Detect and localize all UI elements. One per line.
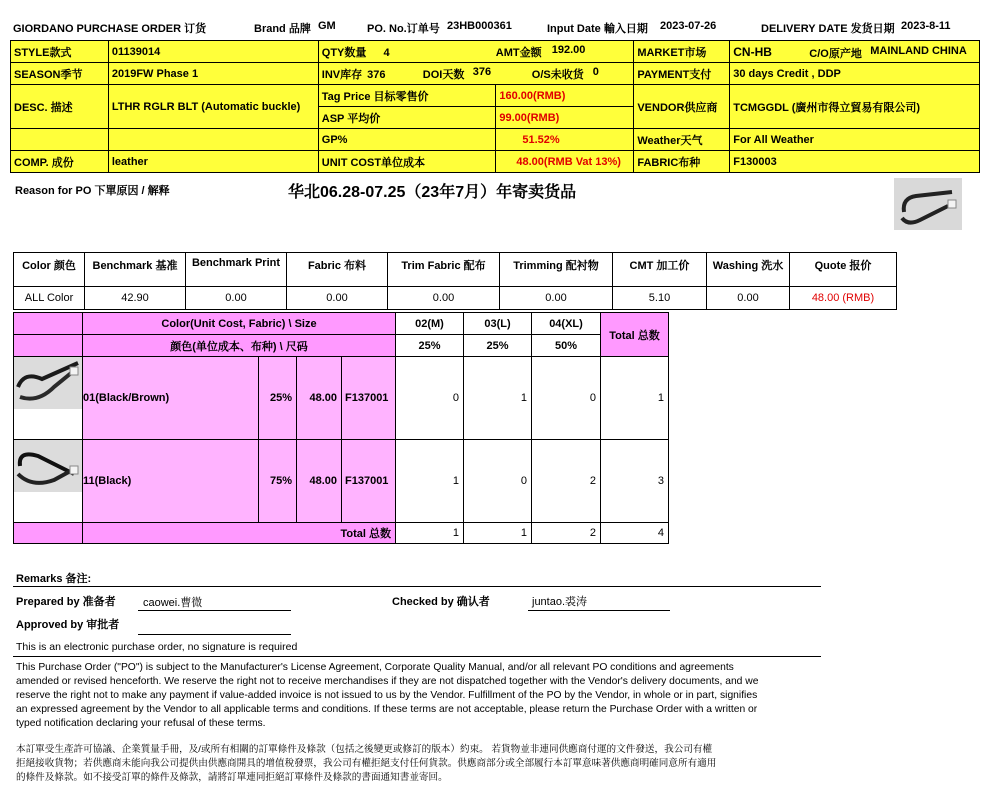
vendor-value: TCMGGDL (廣州市得立貿易有限公司): [730, 85, 980, 129]
qty-label: QTY数量: [321, 46, 367, 59]
po-title: GIORDANO PURCHASE ORDER 订货: [13, 23, 207, 35]
inv-cell: [318, 63, 634, 85]
table-row: [14, 440, 669, 523]
comp-value: leather: [108, 151, 318, 173]
size-header-en: Color(Unit Cost, Fabric) \ Size: [83, 313, 396, 335]
checked-signature-line: [528, 610, 670, 611]
payment-value: 30 days Credit , DDP: [730, 63, 980, 85]
amt-value: 192.00: [551, 43, 586, 56]
size-header-image-cell-2: [14, 335, 83, 357]
belt-product-image: [894, 178, 962, 230]
row-qty-l: 1: [464, 357, 532, 440]
terms-cn-line-2: 拒絕接收貨物；若供應商未能向我公司提供由供應商開具的增值稅發票，我公司有權拒絕支付任何貨款。供應商部分或全部履行本訂單意味著供應商明確同意所有適用: [16, 758, 717, 769]
size-quantity-table: [13, 312, 669, 544]
approved-signature-line: [138, 634, 291, 635]
input-date-label: Input Date 輸入日期: [547, 23, 648, 35]
row-cost: 48.00: [297, 440, 342, 523]
cost-header-quote: Quote 报价: [790, 253, 897, 287]
row-fabric: F137001: [342, 357, 396, 440]
total-qty-xl: 2: [532, 523, 601, 544]
origin-value: MAINLAND CHINA: [870, 44, 967, 57]
size-pct-m: 25%: [396, 335, 464, 357]
row-color: 01(Black/Brown): [83, 357, 259, 440]
brand-label: Brand 品牌: [254, 23, 311, 35]
belt-swatch-black: [14, 440, 82, 492]
belt-swatch-black-brown: [14, 357, 82, 409]
terms-en-line-5: typed notification declaring your refusal of these terms.: [16, 718, 266, 729]
prepared-signature-line: [138, 610, 291, 611]
origin-label: C/O原产地: [809, 47, 862, 60]
inv-value: 376: [367, 68, 386, 81]
row-pct: 75%: [259, 440, 297, 523]
delivery-date-label: DELIVERY DATE 发货日期: [761, 23, 895, 35]
table-row: [14, 357, 669, 440]
terms-en-line-3: reserve the right not to make any payment if value-added invoice is not issued to us by the Vendor. Fulfillment of the PO by the Vendor, in whole or in part, signifies: [16, 690, 758, 701]
season-label: SEASON季节: [11, 63, 109, 85]
unit-cost-label: UNIT COST单位成本: [318, 151, 496, 173]
size-header-l: 03(L): [464, 313, 532, 335]
desc-value: LTHR RGLR BLT (Automatic buckle): [108, 85, 318, 129]
cost-cell-quote: 48.00 (RMB): [790, 287, 897, 310]
row-qty-m: 0: [396, 357, 464, 440]
row-cost: 48.00: [297, 357, 342, 440]
total-qty-m: 1: [396, 523, 464, 544]
terms-divider: [13, 656, 821, 657]
market-cell: [730, 41, 980, 63]
cost-cell-fabric: 0.00: [287, 287, 388, 310]
style-value: 01139014: [108, 41, 318, 63]
size-header-m: 02(M): [396, 313, 464, 335]
os-label: O/S未收货: [531, 68, 584, 81]
vendor-label: VENDOR供应商: [634, 85, 730, 129]
tag-price-value: 160.00(RMB): [496, 85, 634, 107]
row-qty-l: 0: [464, 440, 532, 523]
amt-label: AMT金额: [495, 46, 542, 59]
market-value: CN-HB: [733, 44, 772, 59]
electronic-note: This is an electronic purchase order, no signature is required: [16, 641, 298, 653]
total-row-label: Total 总数: [83, 523, 396, 544]
prepared-value: caowei.曹微: [143, 597, 203, 609]
cost-header-trim-fabric: Trim Fabric 配布: [388, 253, 500, 287]
unit-cost-value: 48.00(RMB Vat 13%): [496, 151, 634, 173]
gp-label: GP%: [318, 129, 496, 151]
delivery-date-value: 2023-8-11: [901, 20, 951, 32]
size-header-xl: 04(XL): [532, 313, 601, 335]
row-qty-xl: 0: [532, 357, 601, 440]
cost-cell-trim-fabric: 0.00: [388, 287, 500, 310]
input-date-value: 2023-07-26: [660, 20, 717, 32]
cost-header-fabric: Fabric 布料: [287, 253, 388, 287]
size-header-cn: 颜色(单位成本、布种) \ 尺码: [83, 335, 396, 357]
approved-label: Approved by 审批者: [16, 619, 120, 631]
reason-label: Reason for PO 下單原因 / 解释: [15, 185, 170, 197]
total-row-image-cell: [14, 523, 83, 544]
order-info-grid: [10, 40, 980, 173]
remarks-divider: [13, 586, 821, 587]
checked-value: juntao.裘涛: [532, 596, 588, 608]
comp-label: COMP. 成份: [11, 151, 109, 173]
desc-label: DESC. 描述: [11, 85, 109, 129]
doi-label: DOI天数: [422, 68, 465, 81]
prepared-label: Prepared by 准备者: [16, 596, 116, 608]
cost-header-benchmark: Benchmark 基准: [85, 253, 186, 287]
size-total-row: [14, 523, 669, 544]
tag-price-label: Tag Price 目标零售价: [318, 85, 496, 107]
row-pct: 25%: [259, 357, 297, 440]
row-qty-m: 1: [396, 440, 464, 523]
row-color: 11(Black): [83, 440, 259, 523]
cost-header-benchmark-print: Benchmark Print: [186, 253, 287, 287]
total-qty-l: 1: [464, 523, 532, 544]
fabric-label: FABRIC布种: [634, 151, 730, 173]
gp-value: 51.52%: [496, 129, 634, 151]
weather-value: For All Weather: [730, 129, 980, 151]
blank-label: [11, 129, 109, 151]
brand-value: GM: [318, 20, 336, 32]
grand-total: 4: [601, 523, 669, 544]
po-number-value: 23HB000361: [447, 20, 512, 32]
cost-cell-trimming: 0.00: [500, 287, 613, 310]
po-number-label: PO. No.订单号: [367, 23, 440, 35]
size-header-total: Total 总数: [601, 313, 669, 357]
weather-label: Weather天气: [634, 129, 730, 151]
style-label: STYLE款式: [11, 41, 109, 63]
cost-header-cmt: CMT 加工价: [613, 253, 707, 287]
row-image-cell: [14, 357, 83, 440]
row-total: 3: [601, 440, 669, 523]
fabric-value: F130003: [730, 151, 980, 173]
market-label: MARKET市场: [634, 41, 730, 63]
cost-header-color: Color 颜色: [14, 253, 85, 287]
size-header-image-cell: [14, 313, 83, 335]
qty-value: 4: [383, 46, 390, 59]
row-fabric: F137001: [342, 440, 396, 523]
row-image-cell: [14, 440, 83, 523]
asp-value: 99.00(RMB): [496, 107, 634, 129]
checked-label: Checked by 确认者: [392, 596, 490, 608]
cost-cell-cmt: 5.10: [613, 287, 707, 310]
size-pct-xl: 50%: [532, 335, 601, 357]
row-total: 1: [601, 357, 669, 440]
season-value: 2019FW Phase 1: [108, 63, 318, 85]
doi-value: 376: [472, 65, 492, 78]
os-value: 0: [592, 65, 599, 78]
terms-en-line-1: This Purchase Order ("PO") is subject to the Manufacturer's License Agreement, Corporate Quality Manual, and/or all relevant PO conditions and agreements: [16, 662, 734, 673]
asp-label: ASP 平均价: [318, 107, 496, 129]
cost-cell-washing: 0.00: [707, 287, 790, 310]
terms-cn-line-1: 本訂單受生產許可協議、企業質量手冊，及/或所有相關的訂單條件及條款（包括之後變更或修訂的版本）約束。 若貨物並非連同供應商付運的文件發送，我公司有權: [16, 744, 713, 755]
payment-label: PAYMENT支付: [634, 63, 730, 85]
cost-breakdown-table: [13, 252, 897, 310]
cost-value-row: [14, 287, 897, 310]
inv-label: INV库存: [321, 68, 363, 81]
terms-en-line-4: an expressed agreement by the Vendor to all applicable terms and conditions. If these terms are not acceptable, please return the Purchase Order with a written or: [16, 704, 758, 715]
row-qty-xl: 2: [532, 440, 601, 523]
cost-cell-benchmark-print: 0.00: [186, 287, 287, 310]
cost-header-trimming: Trimming 配衬物: [500, 253, 613, 287]
reason-value: 华北06.28-07.25（23年7月）年寄卖货品: [288, 184, 577, 201]
size-pct-l: 25%: [464, 335, 532, 357]
blank-value: [108, 129, 318, 151]
cost-header-row: [14, 253, 897, 287]
cost-header-washing: Washing 洗水: [707, 253, 790, 287]
remarks-label: Remarks 备注:: [16, 573, 92, 585]
terms-cn-line-3: 的條件及條款。如不接受訂單的條件及條款，請將訂單連同拒絕訂單條件及條款的書面通知書並寄回。: [16, 772, 448, 783]
cost-cell-benchmark: 42.90: [85, 287, 186, 310]
size-header-row-1: [14, 313, 669, 335]
size-header-row-2: [14, 335, 669, 357]
terms-en-line-2: amended or revised henceforth. We reserve the right not to receive merchandises if they are not dispatched together with the Vendor's delivery documents, and we: [16, 676, 759, 687]
qty-amt-cell: [318, 41, 634, 63]
cost-cell-color: ALL Color: [14, 287, 85, 310]
